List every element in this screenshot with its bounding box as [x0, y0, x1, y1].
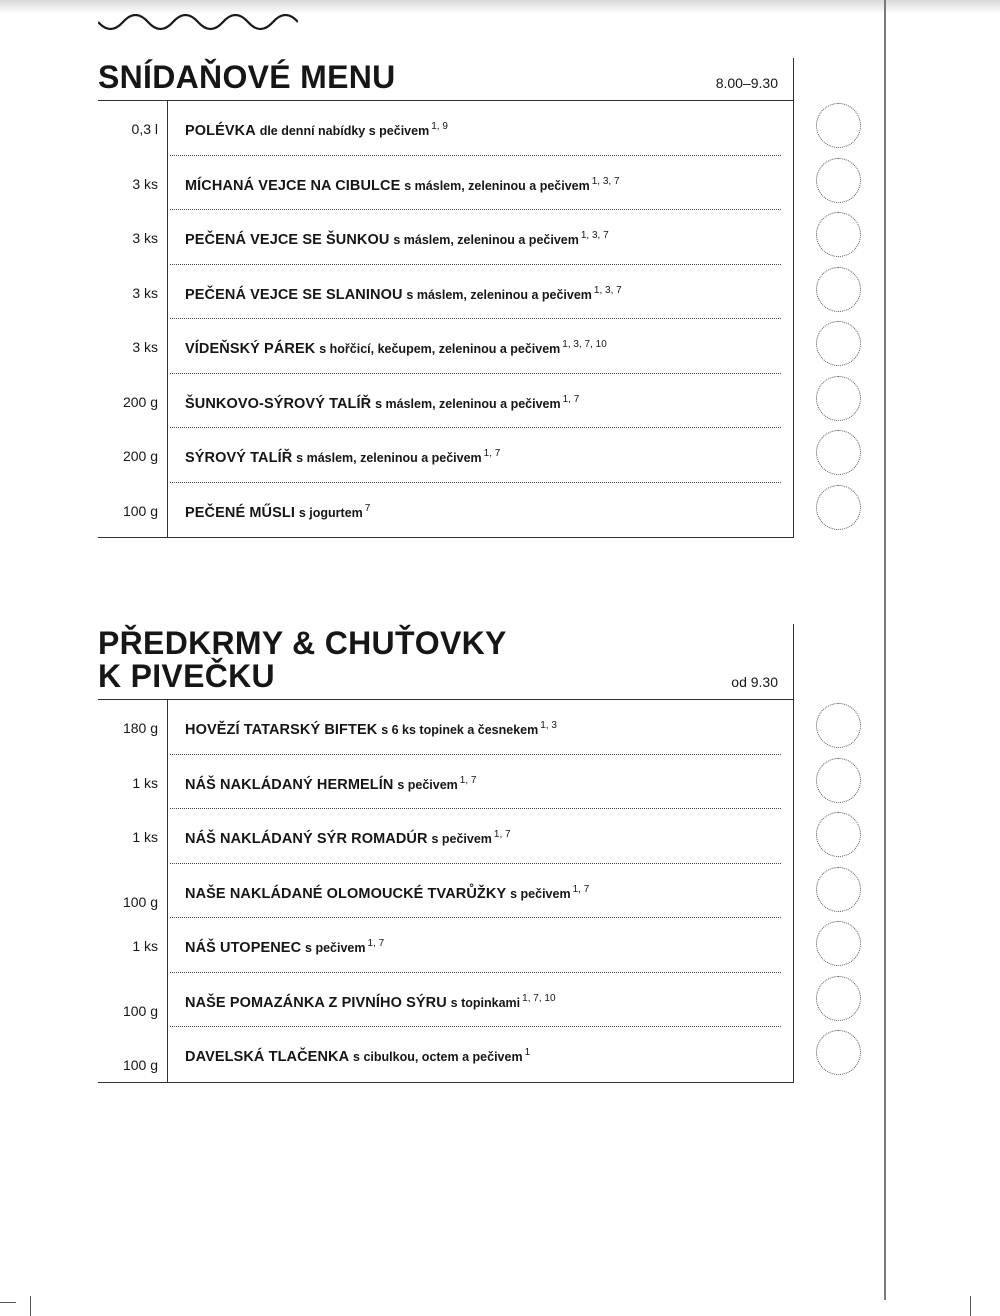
item-accompaniment: s topinkami: [450, 995, 521, 1010]
menu-item-row: [98, 864, 793, 919]
item-description: [185, 339, 607, 357]
item-accompaniment: s pečivem: [431, 832, 492, 846]
starters-menu-table: [98, 699, 794, 1083]
section-border: [793, 624, 794, 700]
item-quantity: 180 g: [122, 720, 158, 736]
checkbox-circle[interactable]: [816, 703, 861, 748]
item-description: [185, 993, 556, 1011]
item-quantity: 100 g: [122, 893, 158, 910]
crop-mark: [30, 1296, 31, 1316]
menu-item-row: [98, 1027, 793, 1082]
item-allergens: 1: [524, 1047, 531, 1058]
checkbox-circle[interactable]: [816, 812, 861, 857]
crop-mark: [970, 1296, 971, 1316]
item-name: NÁŠ NAKLÁDANÝ SÝR ROMADÚR: [185, 831, 428, 847]
page-spine-line: [884, 0, 886, 1300]
item-allergens: 1, 3, 7: [593, 284, 622, 296]
menu-item-row: [98, 319, 793, 374]
item-name: SÝROVÝ TALÍŘ: [185, 450, 293, 466]
item-description: [185, 884, 589, 902]
item-description: [185, 285, 622, 303]
item-name: HOVĚZÍ TATARSKÝ BIFTEK: [185, 722, 378, 738]
item-name: PEČENÁ VEJCE SE SLANINOU: [185, 286, 403, 303]
item-name: NAŠE NAKLÁDANÉ OLOMOUCKÉ TVARŮŽKY: [185, 885, 507, 902]
item-quantity: 100 g: [122, 1057, 158, 1073]
item-allergens: 7: [364, 502, 371, 514]
checkbox-circle[interactable]: [816, 103, 861, 148]
section-title-line2: K PIVEČKU: [98, 658, 275, 694]
menu-item-row: [98, 101, 793, 156]
item-description: [185, 230, 609, 248]
checkbox-circle[interactable]: [816, 485, 861, 530]
menu-item-row: [98, 973, 793, 1028]
item-name: NAŠE POMAZÁNKA Z PIVNÍHO SÝRU: [185, 994, 447, 1011]
item-quantity: 3 ks: [132, 230, 158, 246]
item-name: DAVELSKÁ TLAČENKA: [185, 1049, 350, 1065]
item-allergens: 1, 7, 10: [522, 992, 556, 1004]
item-accompaniment: s pečivem: [305, 941, 366, 955]
item-allergens: 1, 7: [367, 938, 385, 949]
section-hours: od 9.30: [731, 674, 778, 690]
item-name: ŠUNKOVO-SÝROVÝ TALÍŘ: [185, 395, 372, 412]
item-description: [185, 121, 448, 139]
item-name: NÁŠ NAKLÁDANÝ HERMELÍN: [185, 776, 394, 793]
item-quantity: 200 g: [122, 448, 158, 464]
item-accompaniment: s pečivem: [510, 886, 571, 901]
menu-item-row: [98, 809, 793, 864]
item-accompaniment: dle denní nabídky s pečivem: [259, 124, 430, 138]
checkbox-circle[interactable]: [816, 976, 861, 1021]
item-accompaniment: s jogurtem: [298, 505, 363, 520]
menu-item-row: [98, 210, 793, 265]
menu-item-row: [98, 918, 793, 973]
item-quantity: 1 ks: [132, 938, 158, 954]
item-allergens: 1, 7: [493, 829, 511, 840]
item-quantity: 3 ks: [132, 284, 158, 301]
item-name: VÍDEŇSKÝ PÁREK: [185, 341, 316, 357]
wave-ornament-icon: [98, 14, 298, 36]
item-accompaniment: s máslem, zeleninou a pečivem: [375, 396, 561, 411]
crop-mark: [0, 1302, 16, 1303]
checkbox-circle[interactable]: [816, 376, 861, 421]
item-quantity: 1 ks: [132, 829, 158, 845]
item-accompaniment: s pečivem: [397, 777, 458, 792]
checkbox-circle[interactable]: [816, 867, 861, 912]
item-accompaniment: s máslem, zeleninou a pečivem: [393, 233, 579, 247]
item-name: MÍCHANÁ VEJCE NA CIBULCE: [185, 177, 401, 194]
item-accompaniment: s máslem, zeleninou a pečivem: [406, 287, 592, 302]
section-title: SNÍDAŇOVÉ MENU: [98, 59, 396, 95]
item-quantity: 3 ks: [132, 339, 158, 355]
item-description: [185, 720, 557, 738]
item-accompaniment: s 6 ks topinek a česnekem: [381, 723, 539, 737]
item-description: [185, 448, 500, 466]
item-quantity: 100 g: [122, 1002, 158, 1019]
menu-item-row: [98, 156, 793, 211]
item-allergens: 1, 3, 7: [591, 175, 620, 187]
item-allergens: 1, 7: [459, 774, 477, 786]
item-name: POLÉVKA: [185, 123, 256, 139]
item-description: [185, 176, 620, 194]
item-name: NÁŠ UTOPENEC: [185, 940, 302, 956]
item-description: [185, 1047, 530, 1065]
checkbox-circle[interactable]: [816, 1030, 861, 1075]
section-border: [793, 58, 794, 100]
breakfast-menu-table: [98, 100, 794, 538]
item-accompaniment: s cibulkou, octem a pečivem: [353, 1050, 523, 1064]
item-quantity: 3 ks: [132, 175, 158, 192]
menu-item-row: [98, 483, 793, 538]
item-name: PEČENÁ VEJCE SE ŠUNKOU: [185, 232, 390, 248]
item-accompaniment: s máslem, zeleninou a pečivem: [296, 451, 482, 465]
menu-item-row: [98, 374, 793, 429]
item-allergens: 1, 9: [431, 121, 448, 132]
menu-item-row: [98, 700, 793, 755]
checkbox-circle[interactable]: [816, 921, 861, 966]
item-allergens: 1, 7: [483, 448, 501, 459]
item-description: [185, 394, 579, 412]
checkbox-circle[interactable]: [816, 212, 861, 257]
item-allergens: 1, 3, 7: [580, 230, 609, 241]
item-allergens: 1, 7: [562, 393, 580, 405]
checkbox-circle[interactable]: [816, 321, 861, 366]
starters-section: [98, 624, 794, 1084]
item-name: PEČENÉ MŰSLI: [185, 504, 295, 521]
item-quantity: 1 ks: [132, 774, 158, 791]
menu-item-row: [98, 428, 793, 483]
item-accompaniment: s hořčicí, kečupem, zeleninou a pečivem: [319, 342, 561, 356]
item-quantity: 100 g: [122, 502, 158, 519]
item-description: [185, 829, 511, 847]
item-allergens: 1, 3, 7, 10: [562, 339, 607, 350]
item-description: [185, 503, 370, 521]
breakfast-section: [98, 58, 794, 538]
top-shadow: [0, 0, 1000, 14]
section-title-line1: PŘEDKRMY & CHUŤOVKY: [98, 625, 507, 661]
checkbox-circle[interactable]: [816, 158, 861, 203]
checkbox-circle[interactable]: [816, 267, 861, 312]
item-description: [185, 938, 384, 956]
item-quantity: 200 g: [122, 393, 158, 410]
section-hours: 8.00–9.30: [715, 75, 778, 91]
item-allergens: 1, 3: [540, 720, 557, 731]
menu-item-row: [98, 265, 793, 320]
item-accompaniment: s máslem, zeleninou a pečivem: [404, 178, 590, 193]
item-description: [185, 775, 476, 793]
checkbox-circle[interactable]: [816, 430, 861, 475]
menu-item-row: [98, 755, 793, 810]
checkbox-circle[interactable]: [816, 758, 861, 803]
item-allergens: 1, 7: [572, 883, 590, 895]
item-quantity: 0,3 l: [131, 121, 158, 137]
